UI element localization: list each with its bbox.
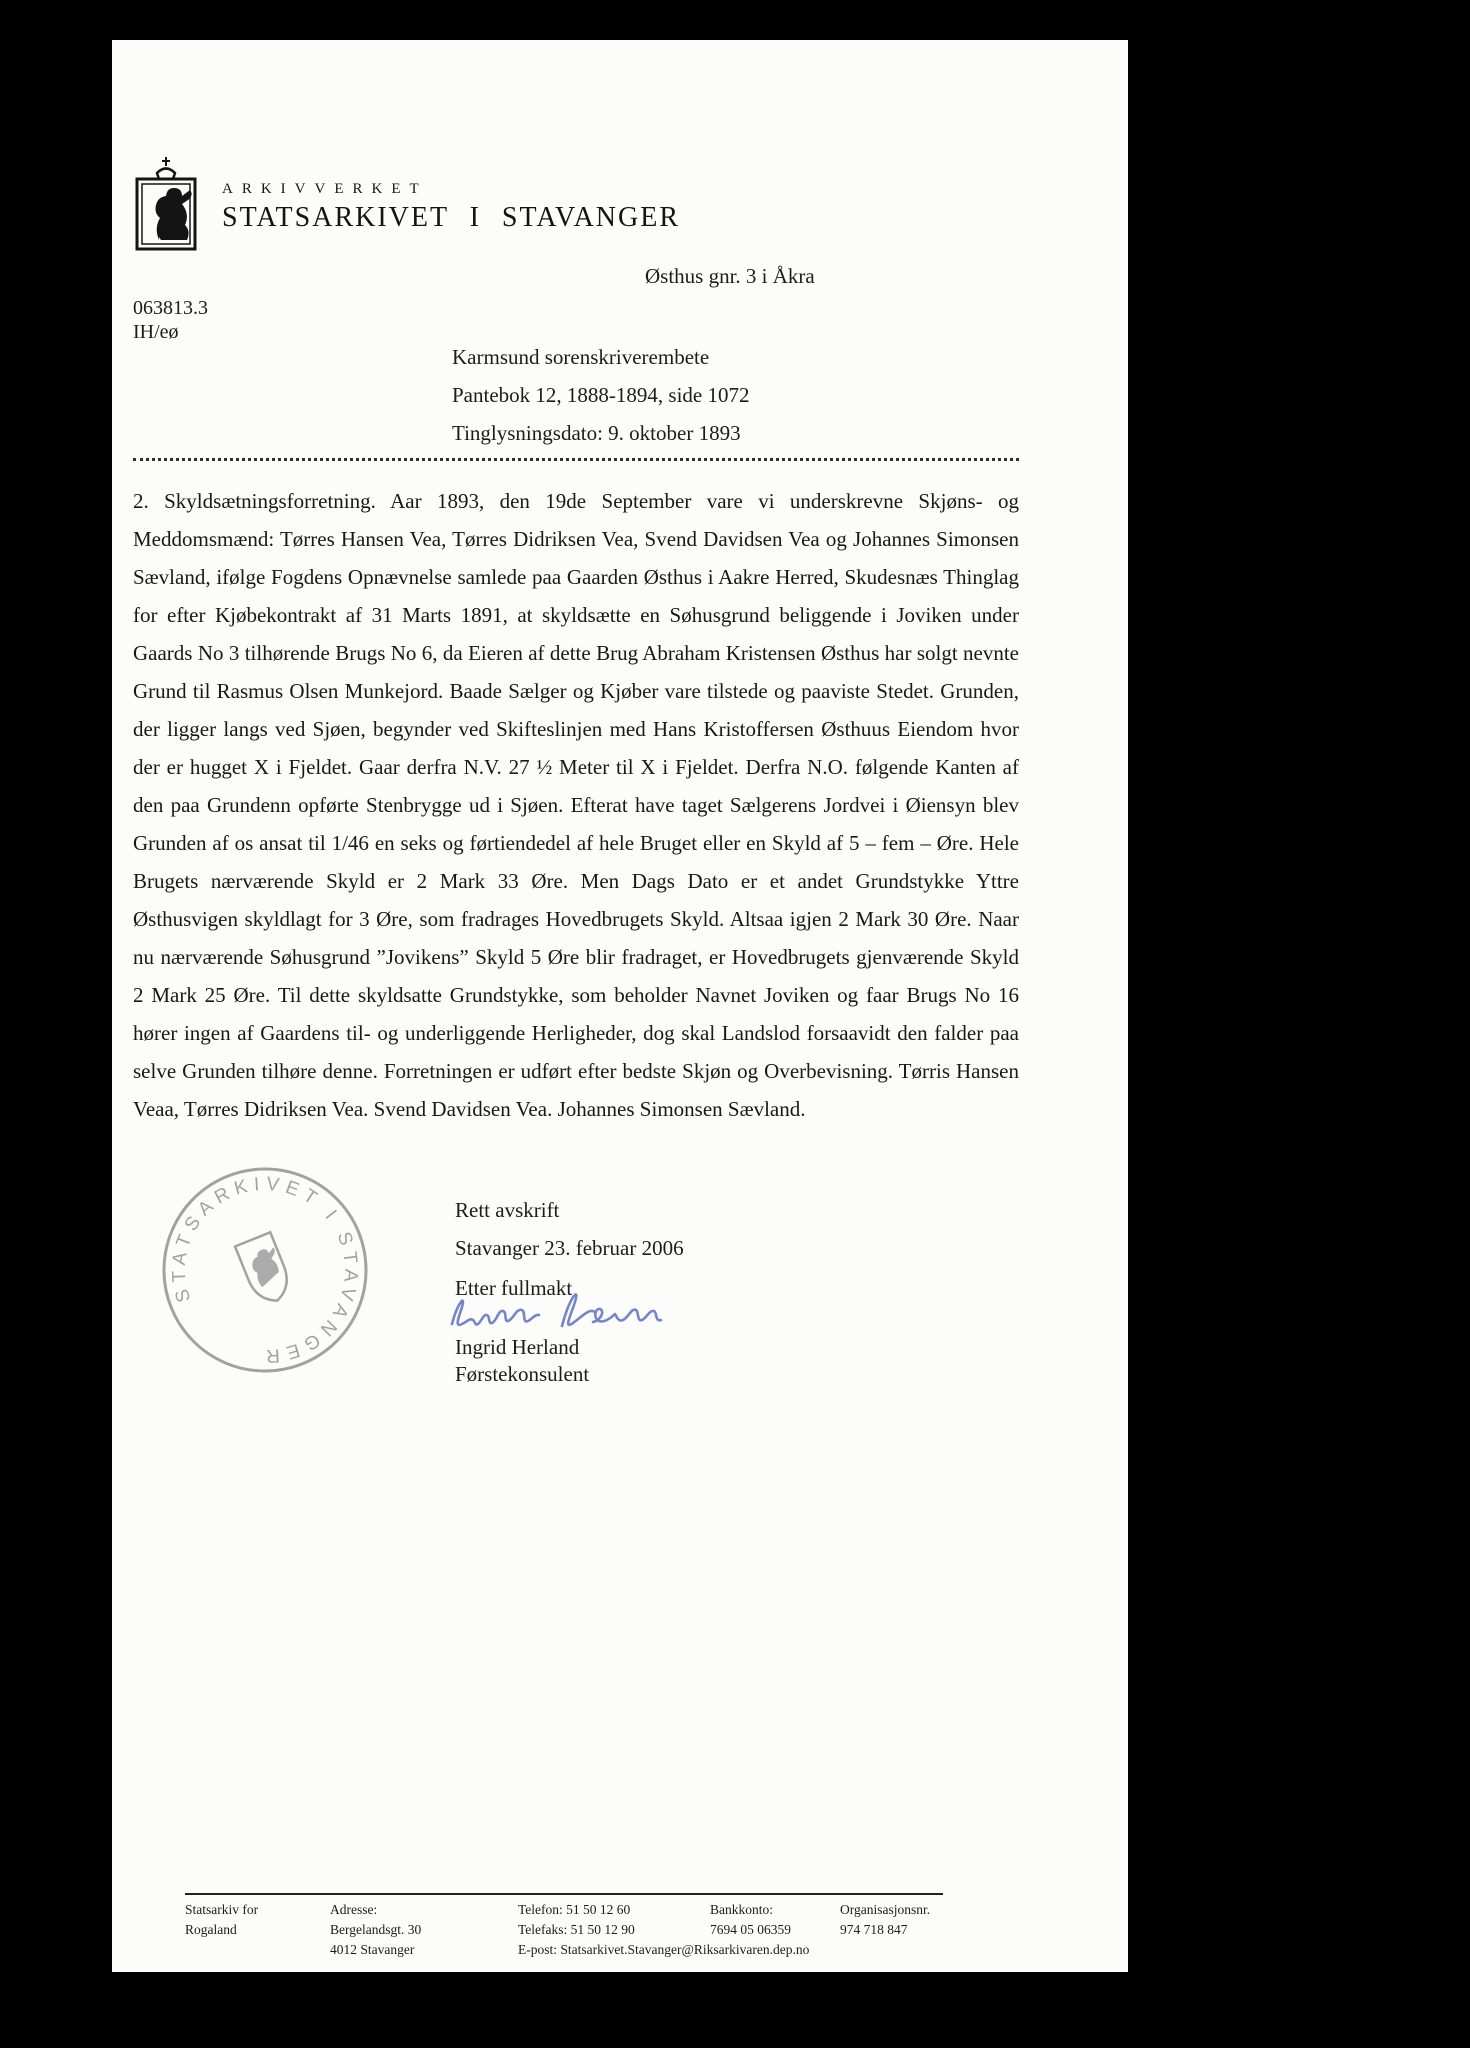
footer-email: E-post: Statsarkivet.Stavanger@Riksarkivaren.dep.no bbox=[518, 1942, 810, 1957]
authority-text: Etter fullmakt bbox=[455, 1276, 573, 1300]
handwritten-signature bbox=[442, 1278, 682, 1342]
footer-orgnr-value: 974 718 847 bbox=[840, 1922, 908, 1937]
signer-printed-name: Ingrid Herland bbox=[455, 1335, 580, 1359]
signer-title: Førstekonsulent bbox=[455, 1362, 590, 1386]
stamp-lion-icon bbox=[248, 1245, 286, 1288]
agency-name: ARKIVVERKET bbox=[222, 181, 428, 197]
footer-phone: Telefon: 51 50 12 60 bbox=[518, 1902, 631, 1917]
footer-address-label: Adresse: bbox=[330, 1902, 378, 1917]
footer-orgnr bbox=[840, 1900, 930, 1940]
source-line-archive: Karmsund sorenskriverembete bbox=[452, 345, 710, 369]
certification-text: Rett avskrift bbox=[455, 1198, 560, 1222]
place-and-date: Stavanger 23. februar 2006 bbox=[455, 1236, 684, 1260]
document-body-text: 2. Skyldsætningsforretning. Aar 1893, den 19de September vare vi underskrevne Skjøns- og Meddomsmænd: Tørres Hansen Vea, Tørres Didriksen Vea, Svend Davidsen Vea og Johannes Simonsen Sævland, ifølge Fogdens Opnævnelse samlede paa Gaarden Østhus i Aakre Herred, Skudesnæs Thinglag for efter Kjøbekontrakt af 31 Marts 1891, at skyldsætte en Søhusgrund beliggende i Joviken under Gaards No 3 tilhørende Brugs No 6, da Eieren af dette Brug Abraham Kristensen Østhus har solgt nevnte Grund til Rasmus Olsen Munkejord. Baade Sælger og Kjøber vare tilstede og paaviste Stedet. Grunden, der ligger langs ved Sjøen, begynder ved Skifteslinjen med Hans Kristoffersen Østhuus Eiendom hvor der er hugget X i Fjeldet. Gaar derfra N.V. 27 ½ Meter til X i Fjeldet. Derfra N.O. følgende Kanten af den paa Grundenn opførte Stenbrygge ud i Sjøen. Efterat have taget Sælgerens Jordvei i Øiensyn blev Grunden af os ansat til 1/46 en seks og førtiendedel af hele Bruget eller en Skyld af 5 – fem – Øre. Hele Brugets nærværende Skyld er 2 Mark 33 Øre. Men Dags Dato er et andet Grundstykke Yttre Østhusvigen skyldlagt for 3 Øre, som fradrages Hovedbrugets Skyld. Altsaa igjen 2 Mark 30 Øre. Naar nu nærværende Søhusgrund ”Jovikens” Skyld 5 Øre blir fradraget, er Hovedbrugets gjenværende Skyld 2 Mark 25 Øre. Til dette skyldsatte Grundstykke, som beholder Navnet Joviken og faar Brugs No 16 hører ingen af Gaardens til- og underliggende Herligheder, dog skal Landslod forsaavidt den falder paa selve Grunden tilhøre denne. Forretningen er udført efter bedste Skjøn og Overbevisning. Tørris Hansen Veaa, Tørres Didriksen Vea. Svend Davidsen Vea. Johannes Simonsen Sævland. bbox=[133, 489, 1019, 1121]
footer-bank-label: Bankkonto: bbox=[710, 1902, 773, 1917]
footer-org-line: Statsarkiv for bbox=[185, 1902, 259, 1917]
case-subject: Østhus gnr. 3 i Åkra bbox=[645, 264, 815, 288]
stamp-text: STATSARKIVET I STAVANGER bbox=[168, 1173, 362, 1367]
source-line-date: Tinglysningsdato: 9. oktober 1893 bbox=[452, 421, 741, 445]
case-number: 063813.3 bbox=[133, 297, 208, 319]
footer-fax: Telefaks: 51 50 12 90 bbox=[518, 1922, 635, 1937]
source-line-book: Pantebok 12, 1888-1894, side 1072 bbox=[452, 383, 750, 407]
dotted-divider bbox=[133, 458, 1019, 461]
footer-bank bbox=[710, 1900, 791, 1940]
archive-round-stamp bbox=[115, 1120, 414, 1419]
footer-address-line: 4012 Stavanger bbox=[330, 1942, 415, 1957]
footer-rule bbox=[185, 1893, 943, 1895]
document-page bbox=[112, 40, 1128, 1972]
footer-organization bbox=[185, 1900, 258, 1940]
case-initials: IH/eø bbox=[133, 321, 179, 343]
footer-orgnr-label: Organisasjonsnr. bbox=[840, 1902, 931, 1917]
coat-of-arms-logo-icon bbox=[133, 156, 199, 252]
footer-bank-value: 7694 05 06359 bbox=[710, 1922, 791, 1937]
footer-address bbox=[330, 1900, 421, 1960]
footer-org-line: Rogaland bbox=[185, 1922, 237, 1937]
footer-address-line: Bergelandsgt. 30 bbox=[330, 1922, 422, 1937]
institution-name: STATSARKIVET I STAVANGER bbox=[222, 202, 681, 233]
source-reference-block bbox=[452, 338, 749, 452]
